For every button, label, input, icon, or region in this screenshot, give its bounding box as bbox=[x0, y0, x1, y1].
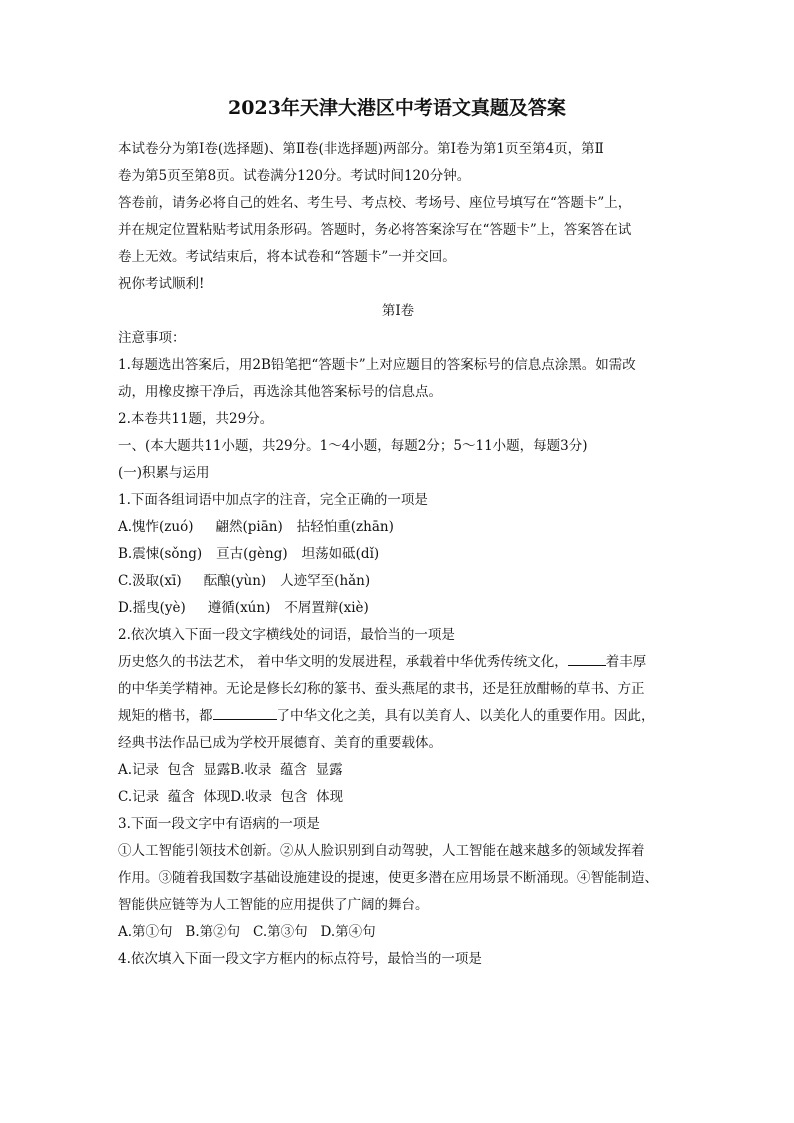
question-3-text-line-2: 作用。③随着我国数字基础设施建设的提速，使更多潜在应用场景不断涌现。④智能制造、 bbox=[118, 870, 658, 886]
passage-text: 着丰厚 bbox=[605, 654, 647, 670]
option-word-1: C.汲取(xī) bbox=[118, 573, 182, 589]
intro-line-4: 并在规定位置粘贴考试用条形码。答题时，务必将答案涂写在“答题卡”上，答案答在试 bbox=[118, 222, 632, 238]
option-word-1: B.震悚(sǒng) bbox=[118, 546, 203, 562]
passage-text: 规矩的楷书，都 bbox=[118, 708, 213, 724]
intro-line-3: 答卷前，请务必将自己的姓名、考生号、考点校、考场号、座位号填写在“答题卡”上， bbox=[118, 195, 632, 211]
note-line-1: 1.每题选出答案后，用2B铅笔把“答题卡”上对应题目的答案标号的信息点涂黑。如需改 bbox=[118, 357, 636, 373]
question-1-option-b bbox=[118, 541, 678, 568]
option-word-2: 遵循(xún) bbox=[207, 600, 271, 616]
option-word-1: A.愧怍(zuó) bbox=[118, 519, 194, 535]
question-3-text-line-1: ①人工智能引领技术创新。②从人脸识别到自动驾驶，人工智能在越来越多的领域发挥着 bbox=[118, 843, 645, 859]
question-2-passage-line-3 bbox=[118, 703, 678, 730]
option-word-2: 翩然(piān) bbox=[215, 519, 283, 535]
question-3-text-line-3: 智能供应链等为人工智能的应用提供了广阔的舞台。 bbox=[118, 897, 429, 913]
passage-text: 着中华文明的发展进程，承载着中华优秀传统文化， bbox=[257, 654, 568, 670]
option-word-2: 酝酿(yùn) bbox=[203, 573, 267, 589]
question-1-option-d bbox=[118, 595, 678, 622]
document-body bbox=[118, 136, 678, 973]
intro-line-6: 祝你考试顺利! bbox=[118, 276, 205, 292]
question-3-options: A.第①句 B.第②句 C.第③句 D.第④句 bbox=[118, 924, 376, 940]
question-1-option-c bbox=[118, 568, 678, 595]
fill-blank bbox=[568, 651, 606, 666]
section-heading: 第Ⅰ卷 bbox=[381, 303, 415, 319]
question-2-passage-line-1 bbox=[118, 649, 678, 676]
question-2-passage-line-2: 的中华美学精神。无论是修长幻称的篆书、蚕头燕尾的隶书，还是狂放酣畅的草书、方正 bbox=[118, 681, 645, 697]
passage-text: 历史悠久的书法艺术， bbox=[118, 654, 253, 670]
option-word-3: 不屑置辩(xiè) bbox=[284, 600, 369, 616]
option-word-2: 亘古(gèng) bbox=[216, 546, 288, 562]
part-one-heading: 一、(本大题共11小题，共29分。1～4小题，每题2分；5～11小题，每题3分) bbox=[118, 438, 588, 454]
note-line-3: 2.本卷共11题，共29分。 bbox=[118, 411, 274, 427]
question-2-passage-line-4: 经典书法作品已成为学校开展德育、美育的重要载体。 bbox=[118, 735, 442, 751]
passage-text: 了中华文化之美，具有以美育人、以美化人的重要作用。因此， bbox=[276, 708, 655, 724]
question-3-stem: 3.下面一段文字中有语病的一项是 bbox=[118, 816, 320, 832]
intro-line-2: 卷为第5页至第8页。试卷满分120分。考试时间120分钟。 bbox=[118, 168, 471, 184]
question-1-stem: 1.下面各组词语中加点字的注音，完全正确的一项是 bbox=[118, 492, 428, 508]
question-2-options-1: A.记录 包含 显露B.收录 蕴含 显露 bbox=[118, 762, 343, 778]
intro-line-5: 卷上无效。考试结束后，将本试卷和“答题卡”一并交回。 bbox=[118, 249, 456, 265]
intro-line-1: 本试卷分为第Ⅰ卷(选择题)、第Ⅱ卷(非选择题)两部分。第Ⅰ卷为第1页至第4页，第Ⅱ bbox=[118, 141, 604, 157]
option-word-1: D.摇曳(yè) bbox=[118, 600, 186, 616]
option-word-3: 坦荡如砥(dǐ) bbox=[301, 546, 380, 562]
question-4-stem: 4.依次填入下面一段文字方框内的标点符号，最恰当的一项是 bbox=[118, 951, 482, 967]
subpart-heading: (一)积累与运用 bbox=[118, 465, 210, 481]
option-word-3: 拈轻怕重(zhān) bbox=[296, 519, 394, 535]
page-title: 2023年天津大港区中考语文真题及答案 bbox=[228, 97, 566, 119]
notes-heading: 注意事项： bbox=[118, 330, 186, 346]
question-2-options-2: C.记录 蕴含 体现D.收录 包含 体现 bbox=[118, 789, 344, 805]
option-word-3: 人迹罕至(hǎn) bbox=[280, 573, 371, 589]
question-1-option-a bbox=[118, 514, 678, 541]
question-2-stem: 2.依次填入下面一段文字横线处的词语，最恰当的一项是 bbox=[118, 627, 455, 643]
fill-blank bbox=[213, 705, 277, 720]
note-line-2: 动，用橡皮擦干净后，再选涂其他答案标号的信息点。 bbox=[118, 384, 442, 400]
